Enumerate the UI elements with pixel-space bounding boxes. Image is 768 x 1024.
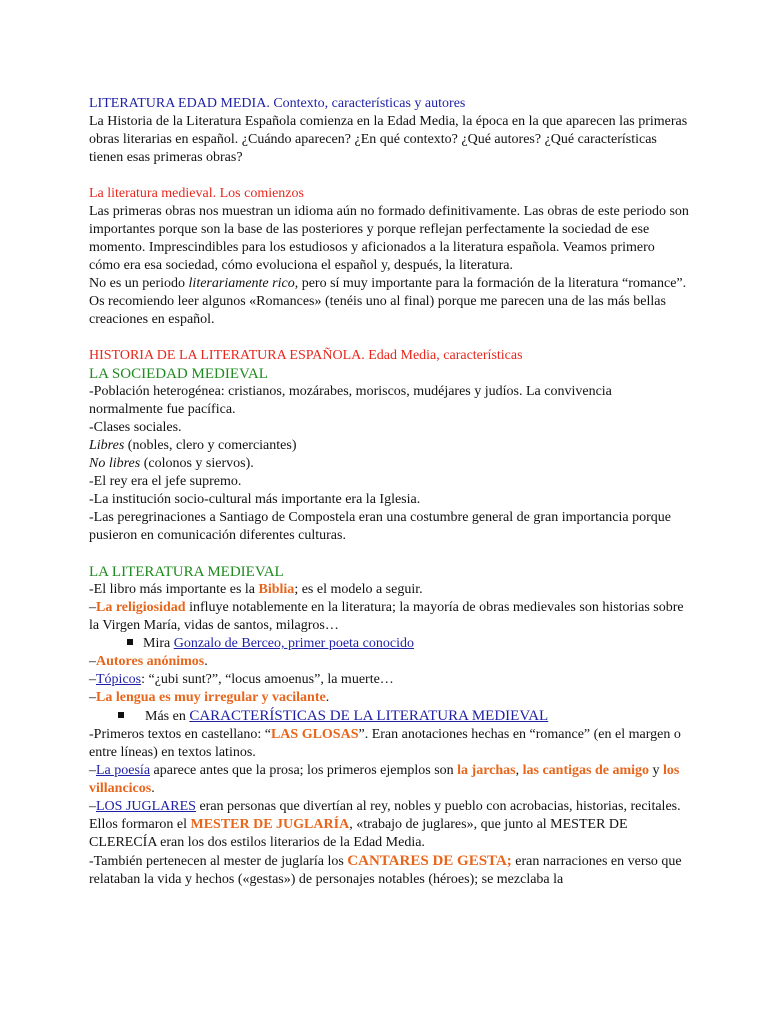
spacer	[89, 167, 689, 185]
libres-label: Libres	[89, 438, 125, 453]
dash: –	[89, 763, 96, 778]
literatura-line	[89, 762, 689, 798]
topicos-link[interactable]: Tópicos	[96, 672, 142, 687]
text: ”. Eran anotaciones hechas en “romance” (en el margen o entre líneas) en textos latinos.	[89, 727, 681, 760]
text: -Primeros textos en castellano: “	[89, 727, 271, 742]
literatura-line	[89, 689, 689, 707]
text: ; es el modelo a seguir.	[294, 582, 423, 597]
comienzos-paragraph-1: Las primeras obras nos muestran un idioma aún no formado definitivamente. Las obras de este periodo son importantes porque son la base de las posteriores y porque reflejan perfectamente la sociedad de ese momento. Imprescindibles para los estudiosos y aficionados a la literatura española. Veamos primero cómo era esa sociedad, cómo evoluciona el español y, después, la literatura.	[89, 204, 689, 273]
dash: –	[89, 690, 96, 705]
highlight-text: CANTARES DE GESTA;	[347, 853, 512, 869]
text: No es un periodo	[89, 276, 189, 291]
sociedad-line: -El rey era el jefe supremo.	[89, 474, 242, 489]
bullet-text	[143, 635, 414, 653]
text: -El libro más importante es la	[89, 582, 259, 597]
sociedad-line: -La institución socio-cultural más importante era la Iglesia.	[89, 492, 421, 507]
text: Más en	[145, 709, 190, 724]
subheading-literatura-medieval: LA LITERATURA MEDIEVAL	[89, 564, 284, 580]
highlight-text: la jarchas	[457, 763, 516, 778]
text: , pero sí muy importante para la formación de la literatura “romance”. Os recomiendo leer algunos «Romances» (tenéis uno al final) porque me parecen una de las más bellas creaciones en español.	[89, 276, 687, 327]
literatura-line	[89, 726, 689, 762]
text: ,	[515, 763, 523, 778]
spacer	[89, 545, 689, 563]
sociedad-line: -Las peregrinaciones a Santiago de Compostela eran una costumbre general de gran importancia porque pusieron en comunicación diferentes culturas.	[89, 510, 671, 543]
juglares-link[interactable]: LOS JUGLARES	[96, 799, 196, 814]
text: , «trabajo de juglares», que junto al MESTER DE CLERECÍA eran los dos estilos literarios de la Edad Media.	[89, 817, 628, 850]
nolibres-line	[89, 455, 689, 473]
poesia-link[interactable]: La poesía	[96, 763, 151, 778]
text: Mira	[143, 636, 174, 651]
text: influye notablemente en la literatura; la mayoría de obras medievales son historias sobre la Virgen María, vidas de santos, milagros…	[89, 600, 684, 633]
literatura-line	[89, 671, 689, 689]
dash: –	[89, 799, 96, 814]
text: .	[204, 654, 208, 669]
text: .	[325, 690, 330, 705]
nolibres-text: (colonos y siervos).	[140, 456, 254, 471]
libres-text: (nobles, clero y comerciantes)	[124, 438, 297, 453]
intro-paragraph: La Historia de la Literatura Española comienza en la Edad Media, la época en la que aparecen las primeras obras literarias en español. ¿Cuándo aparecen? ¿En qué contexto? ¿Qué autores? ¿Qué características tienen esas primeras obras?	[89, 114, 688, 165]
highlight-text: MESTER DE JUGLARÍA	[190, 817, 350, 832]
highlight-text: las cantigas de amigo	[522, 763, 650, 778]
highlight-text: La lengua es muy irregular y vacilante	[96, 690, 326, 705]
document-title: LITERATURA EDAD MEDIA. Contexto, características y autores	[89, 96, 466, 111]
bullet-text	[145, 707, 548, 726]
comienzos-paragraph-2	[89, 275, 689, 329]
sociedad-line: -Población heterogénea: cristianos, mozárabes, moriscos, mudéjares y judíos. La convivencia normalmente fue pacífica.	[89, 384, 612, 417]
dash: –	[89, 672, 96, 687]
literatura-line	[89, 798, 689, 852]
bullet-icon	[118, 712, 124, 718]
text: .	[151, 781, 155, 796]
highlight-text: los villancicos	[89, 763, 680, 796]
text: y	[649, 763, 664, 778]
document-body	[89, 95, 689, 889]
highlight-text: Biblia	[258, 582, 295, 597]
text: eran narraciones en verso que relataban la vida y hechos («gestas») de personajes notables (héroes); se mezclaba la	[89, 854, 682, 887]
berceo-link[interactable]: Gonzalo de Berceo, primer poeta conocido	[173, 636, 414, 651]
sociedad-line: -Clases sociales.	[89, 420, 182, 435]
bullet-item-berceo	[89, 635, 689, 653]
dash: –	[89, 600, 96, 615]
dash: –	[89, 654, 96, 669]
highlight-text: La religiosidad	[96, 600, 186, 615]
caracteristicas-link[interactable]: CARACTERÍSTICAS DE LA LITERATURA MEDIEVAL	[189, 708, 549, 724]
nolibres-label: No libres	[89, 456, 141, 471]
section-heading-historia: HISTORIA DE LA LITERATURA ESPAÑOLA. Edad Media, características	[89, 348, 523, 363]
section-heading-comienzos: La literatura medieval. Los comienzos	[89, 186, 304, 201]
text: eran personas que divertían al rey, nobles y pueblo con acrobacias, historias, recitales. Ellos formaron el	[89, 799, 681, 832]
italic-text: literariamente rico	[188, 276, 295, 291]
text: : “¿ubi sunt?”, “locus amoenus”, la muerte…	[141, 672, 394, 687]
libres-line	[89, 437, 689, 455]
highlight-text: LAS GLOSAS	[270, 727, 359, 742]
text: -También pertenecen al mester de juglaría los	[89, 854, 348, 869]
bullet-icon	[127, 639, 133, 645]
literatura-line	[89, 581, 689, 599]
bullet-item-caracteristicas	[89, 707, 689, 726]
highlight-text: Autores anónimos	[96, 654, 205, 669]
text: aparece antes que la prosa; los primeros ejemplos son	[150, 763, 458, 778]
literatura-line	[89, 599, 689, 635]
literatura-line	[89, 653, 689, 671]
literatura-line	[89, 852, 689, 889]
subheading-sociedad: LA SOCIEDAD MEDIEVAL	[89, 366, 268, 382]
spacer	[89, 329, 689, 347]
